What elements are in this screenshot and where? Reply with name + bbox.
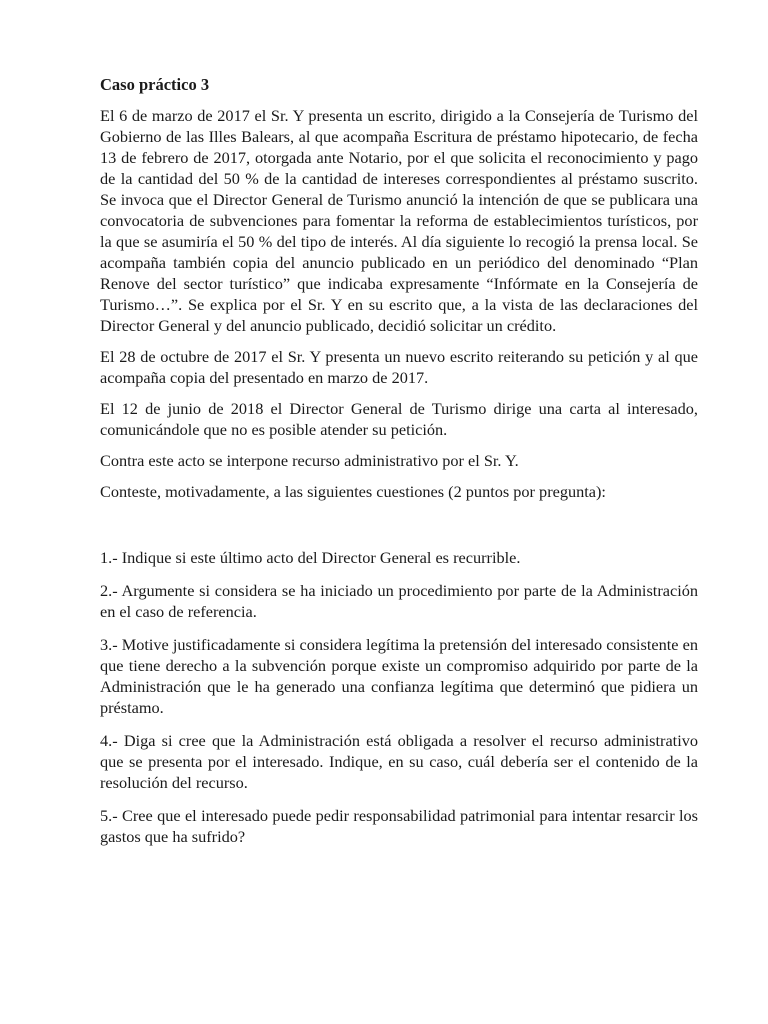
- question-2: 2.- Argumente si considera se ha iniciado un procedimiento por parte de la Administración en el caso de referencia.: [100, 581, 698, 621]
- paragraph-director-letter: El 12 de junio de 2018 el Director General de Turismo dirige una carta al interesado, comunicándole que no es posible atender su petición.: [100, 399, 698, 439]
- question-5: 5.- Cree que el interesado puede pedir responsabilidad patrimonial para intentar resarcir los gastos que ha sufrido?: [100, 806, 698, 846]
- question-4: 4.- Diga si cree que la Administración está obligada a resolver el recurso administrativo que se presenta por el interesado. Indique, en su caso, cuál debería ser el contenido de la resolución del recurso.: [100, 731, 698, 792]
- paragraph-facts: El 6 de marzo de 2017 el Sr. Y presenta un escrito, dirigido a la Consejería de Turismo del Gobierno de las Illes Balears, al que acompaña Escritura de préstamo hipotecario, de fecha 13 de febrero de 2017, otorgada ante Notario, por el que solicita el reconocimiento y pago de la cantidad del 50 % de la cantidad de intereses correspondientes al préstamo suscrito. Se invoca que el Director General de Turismo anunció la intención de que se publicara una convocatoria de subvenciones para fomentar la reforma de establecimientos turísticos, por la que se asumiría el 50 % del tipo de interés. Al día siguiente lo recogió la prensa local. Se acompaña también copia del anuncio publicado en un periódico del denominado “Plan Renove del sector turístico” que indicaba expresamente “Infórmate en la Consejería de Turismo…”. Se explica por el Sr. Y en su escrito que, a la vista de las declaraciones del Director General y del anuncio publicado, decidió solicitar un crédito.: [100, 106, 698, 335]
- paragraph-second-request: El 28 de octubre de 2017 el Sr. Y presenta un nuevo escrito reiterando su petición y al que acompaña copia del presentado en marzo de 2017.: [100, 347, 698, 387]
- paragraph-appeal: Contra este acto se interpone recurso administrativo por el Sr. Y.: [100, 451, 519, 470]
- document-title: Caso práctico 3: [100, 75, 210, 94]
- paragraph-instructions: Conteste, motivadamente, a las siguientes cuestiones (2 puntos por pregunta):: [100, 482, 606, 501]
- question-3: 3.- Motive justificadamente si considera legítima la pretensión del interesado consistente en que tiene derecho a la subvención porque existe un compromiso adquirido por parte de la Administración que le ha generado una confianza legítima que determinó que pidiera un préstamo.: [100, 635, 698, 717]
- question-1: 1.- Indique si este último acto del Director General es recurrible.: [100, 548, 521, 567]
